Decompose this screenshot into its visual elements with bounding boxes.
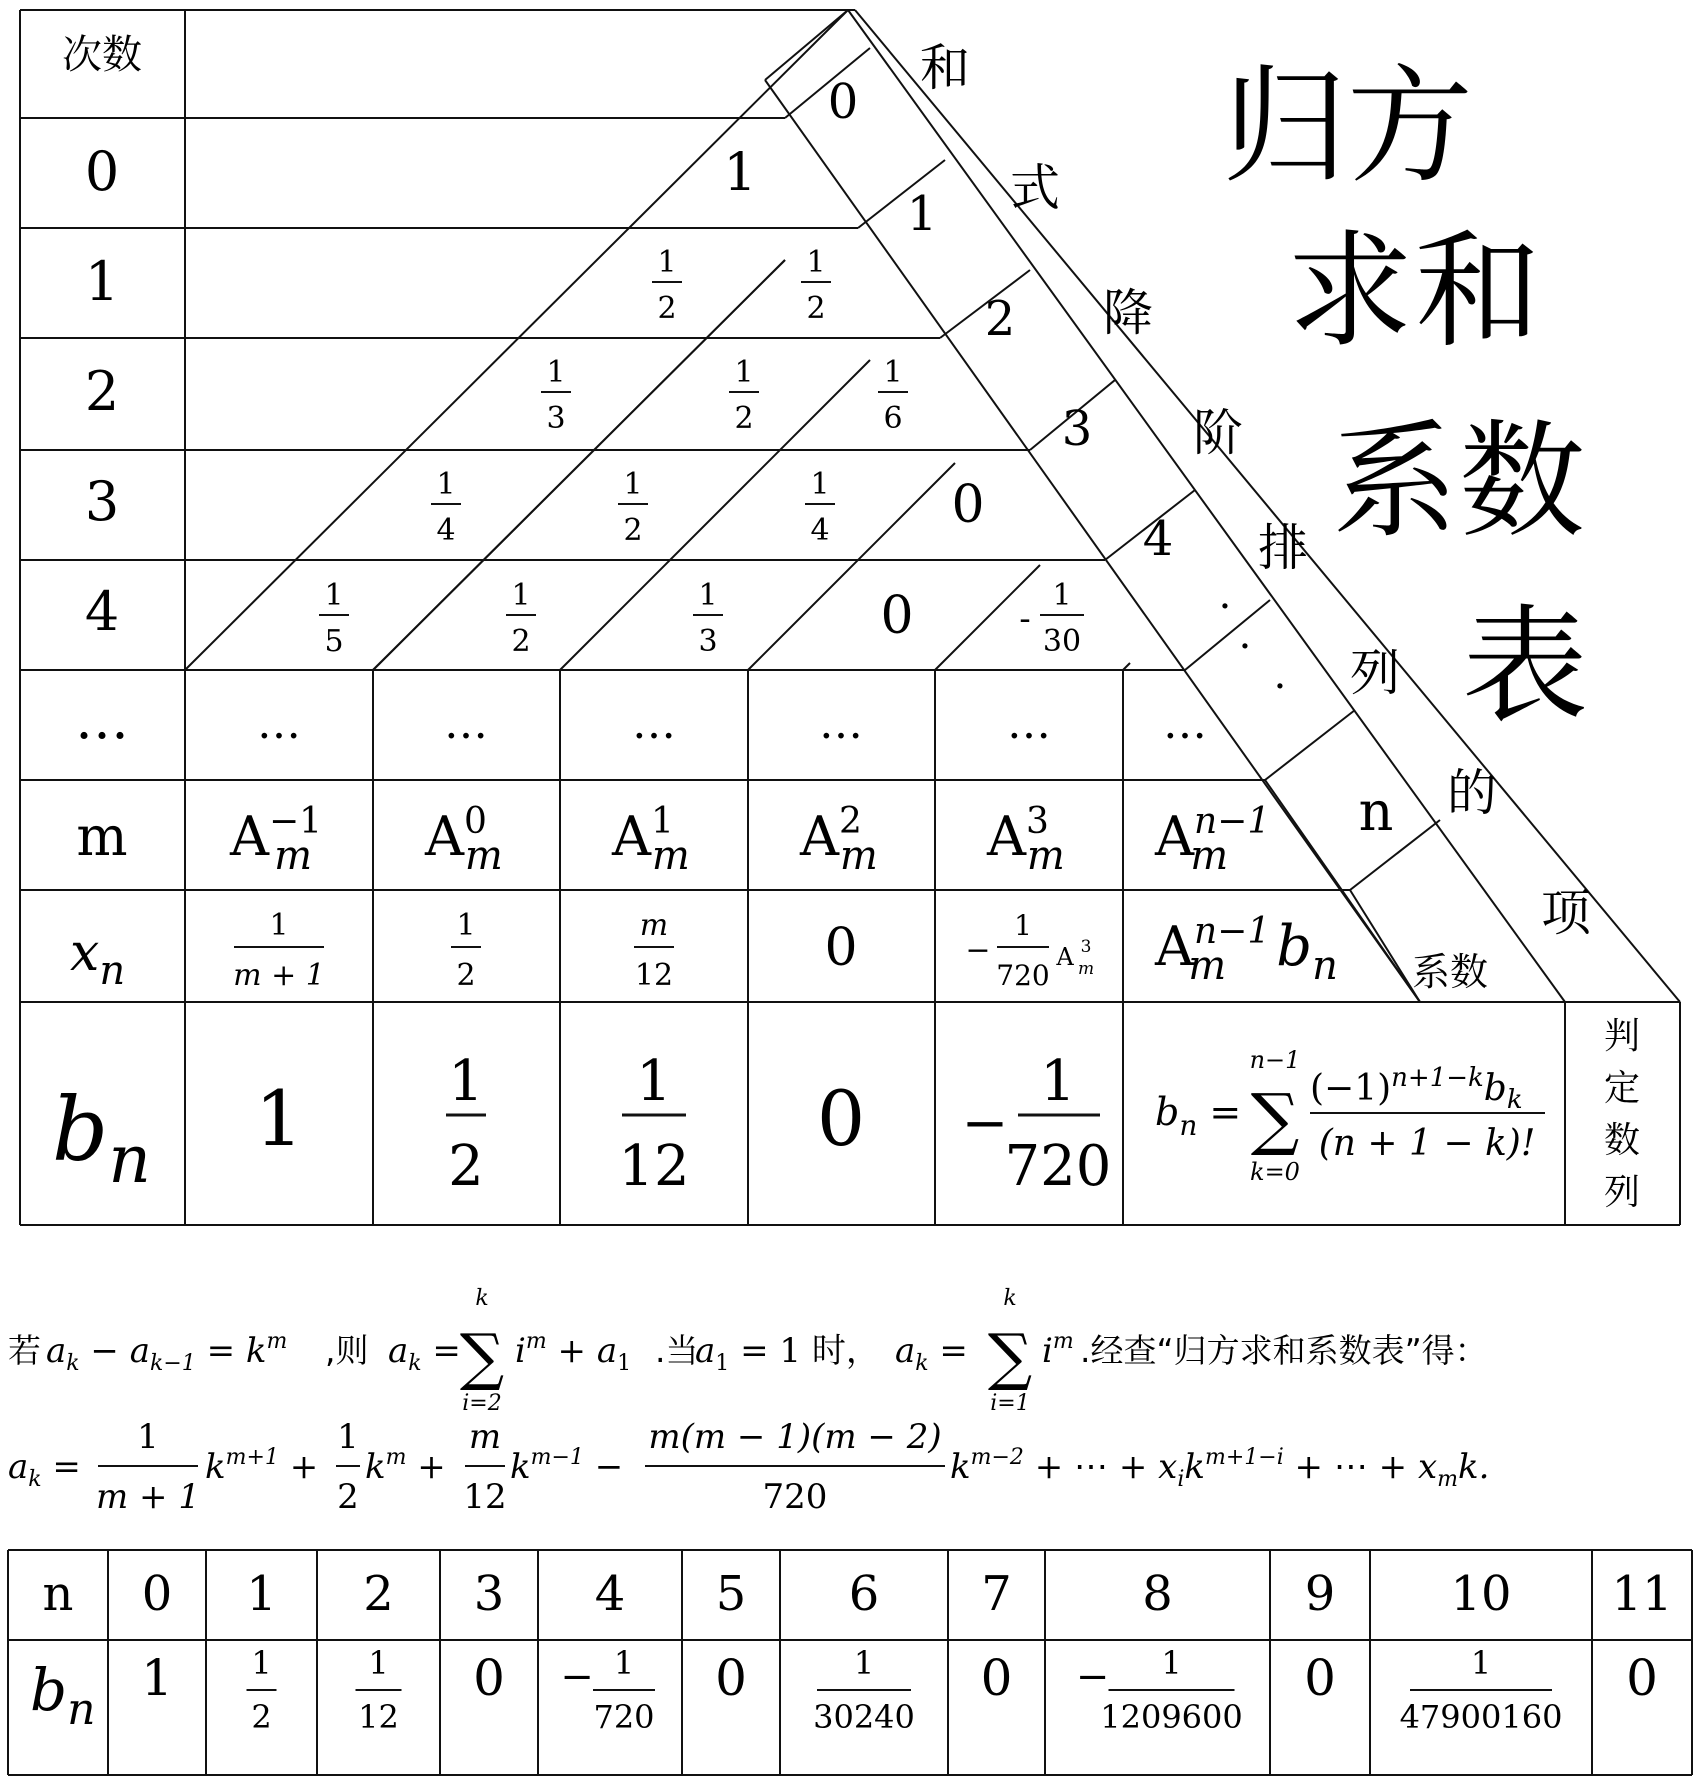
svg-text:4: 4 [436, 513, 456, 548]
b-value-cell [1626, 1649, 1658, 1707]
svg-text:3: 3 [698, 624, 718, 659]
row-label-dots: … [75, 688, 129, 751]
b-value-den: 30240 [813, 1698, 915, 1736]
svg-text:若: 若 [8, 1331, 41, 1370]
tri-3-0 [431, 467, 461, 548]
svg-text:-: - [1019, 599, 1031, 639]
svg-text:1: 1 [734, 355, 754, 390]
svg-text:1: 1 [1014, 909, 1032, 942]
svg-text:720: 720 [762, 1477, 828, 1517]
svg-text:0: 0 [827, 74, 859, 130]
svg-text:720: 720 [1004, 1134, 1112, 1199]
svg-text:.经查“归方求和系数表”得：: .经查“归方求和系数表”得： [1080, 1331, 1488, 1370]
tri-1-1 [801, 245, 831, 326]
b-value-sign: − [560, 1654, 594, 1700]
svg-text:1: 1 [456, 908, 476, 943]
b-value-cell [141, 1649, 173, 1707]
svg-text:1: 1 [1040, 1049, 1076, 1114]
b-value-cell [813, 1644, 915, 1736]
bn-cell-1: 1 [254, 1074, 304, 1163]
svg-text:项: 项 [1541, 884, 1591, 942]
row-label-4: 4 [84, 580, 120, 643]
b-value-cell [356, 1644, 402, 1736]
svg-text:1: 1 [623, 467, 643, 502]
b-value-int: 0 [1304, 1649, 1336, 1707]
b-value-num: 1 [251, 1644, 272, 1682]
n-value-cell: 5 [715, 1566, 747, 1622]
svg-text:定: 定 [1603, 1068, 1641, 1109]
tri-4-1 [506, 578, 536, 659]
svg-text:…: … [1007, 698, 1051, 749]
row-label-m: m [76, 805, 128, 868]
n-value-cell: 11 [1611, 1566, 1673, 1622]
svg-text:3: 3 [1061, 401, 1093, 457]
b-value-int: 0 [1626, 1649, 1658, 1707]
svg-text:…: … [444, 698, 488, 749]
bn-cell-3 [618, 1049, 689, 1199]
svg-text:bn=: $b_n$ = [1155, 1090, 1242, 1142]
b-value-int: 0 [473, 1649, 505, 1707]
tri-0-0: 1 [723, 143, 757, 203]
svg-text:−: − [961, 1091, 1009, 1156]
n-value-cell: 2 [363, 1566, 394, 1622]
bottom-b-values [141, 1644, 1658, 1736]
svg-text:720: 720 [996, 959, 1050, 992]
bn-cell-4: 0 [816, 1074, 866, 1163]
n-value-cell: 10 [1450, 1566, 1512, 1622]
svg-text:2: 2 [511, 624, 531, 659]
tri-3-3: 0 [951, 475, 985, 535]
svg-text:i=1: i=1 [990, 1391, 1030, 1416]
svg-text:2: 2 [806, 291, 826, 326]
svg-text:1: 1 [436, 467, 456, 502]
tri-4-2 [693, 578, 723, 659]
svg-text:2: 2 [448, 1134, 484, 1199]
b-value-num: 1 [368, 1644, 389, 1682]
svg-text:m: m [639, 908, 669, 943]
b-value-den: 12 [358, 1698, 399, 1736]
svg-text:1: 1 [337, 1417, 359, 1457]
svg-text:km−2 + ⋯ + xikm+1−i + ⋯ + xmk.: $k^{m-2}$ + ⋯ + $x_ik^{m+1-i}$ + ⋯ + $x_mk$. [950, 1445, 1490, 1492]
svg-text:12: 12 [463, 1477, 507, 1517]
svg-text:m: m [468, 1417, 502, 1457]
svg-text:ak =: $a_k$ = [388, 1331, 461, 1376]
svg-text:im + a1: $i^m + a_1$ [515, 1329, 632, 1376]
tri-2-2 [878, 355, 908, 436]
bn-row [255, 1049, 1112, 1199]
svg-text:判: 判 [1603, 1016, 1641, 1057]
b-value-sign: − [1075, 1654, 1110, 1700]
svg-text:k: k [475, 1286, 489, 1311]
b-value-num: 1 [1470, 1644, 1492, 1682]
n-value-cell: 9 [1304, 1566, 1336, 1622]
svg-text:…: … [819, 698, 863, 749]
tri-2-0 [541, 355, 571, 436]
svg-text:1: 1 [546, 355, 566, 390]
table-title [1222, 53, 1588, 740]
bn-label: $b_n$ [52, 1078, 151, 1198]
svg-text:的: 的 [1447, 764, 1497, 822]
svg-text:m(m − 1)(m − 2): m(m − 1)(m − 2) [648, 1417, 942, 1457]
tri-1-0 [652, 245, 682, 326]
n-value-cell: 7 [981, 1566, 1012, 1622]
m-row [229, 801, 1270, 879]
svg-text:2: 2 [657, 291, 677, 326]
tri-3-1 [618, 467, 648, 548]
svg-text:(−1)n+1−kbk: $(-1)^{n+1-k}b_k$ [1310, 1063, 1523, 1115]
svg-text:im: $i^m$ [1042, 1329, 1074, 1371]
sum-sign: ∑ [1250, 1080, 1300, 1159]
svg-text:A: A [1056, 943, 1074, 971]
b-value-den: 47900160 [1399, 1698, 1563, 1736]
bottom-n-values [142, 1566, 1673, 1622]
b-value-cell [247, 1644, 277, 1736]
svg-text:·: · [1273, 664, 1287, 710]
m-cell-3: $A^2$ m [800, 801, 878, 879]
b-value-num: 1 [1161, 1644, 1182, 1682]
svg-text:n−1: n−1 [1249, 1046, 1301, 1074]
svg-text:1: 1 [906, 186, 938, 242]
tri-4-4 [1019, 578, 1084, 659]
xn-cell-5 [965, 909, 1094, 992]
svg-text:1: 1 [810, 467, 830, 502]
svg-text:系: 系 [1332, 408, 1458, 555]
svg-text:4: 4 [1142, 511, 1174, 567]
xn-cell-4: 0 [824, 918, 858, 978]
svg-text:(n + 1 − k)!: (n + 1 − k)! [1318, 1123, 1536, 1164]
svg-text:k=0: k=0 [1250, 1158, 1300, 1186]
svg-text:−: − [965, 933, 991, 968]
bn-formula [1155, 1046, 1545, 1186]
svg-text:ak =: $a_k$ = [8, 1447, 81, 1492]
svg-text:方: 方 [1347, 53, 1473, 200]
b-value-cell [560, 1644, 655, 1736]
svg-text:…: … [257, 698, 301, 749]
equation-line-1 [8, 1286, 1488, 1416]
svg-text:m + 1: m + 1 [233, 958, 325, 993]
tri-4-0 [319, 578, 349, 659]
m-cell-1: $A^0$ m [425, 801, 503, 879]
svg-text:排: 排 [1258, 519, 1308, 577]
n-value-cell: 6 [848, 1566, 880, 1622]
n-value-cell: 8 [1142, 1566, 1173, 1622]
xn-cell-6: $A^{n-1}$ m $b_n$ [1155, 911, 1338, 989]
svg-text:k: k [1003, 1286, 1017, 1311]
equation-line-2 [8, 1417, 1489, 1517]
svg-text:和: 和 [920, 39, 970, 97]
svg-text:2: 2 [456, 958, 476, 993]
svg-text:30: 30 [1042, 624, 1082, 659]
svg-text:1: 1 [324, 578, 344, 613]
svg-text:2: 2 [623, 513, 643, 548]
bottom-n-label: n [42, 1566, 74, 1622]
xn-cell-1 [233, 908, 325, 993]
xn-cell-2 [451, 908, 481, 993]
svg-text:1: 1 [657, 245, 677, 280]
b-value-cell [1400, 1644, 1563, 1736]
tri-4-3: 0 [880, 586, 914, 646]
svg-text:3: 3 [1080, 937, 1092, 957]
svg-text:∑: ∑ [987, 1320, 1033, 1393]
svg-text:n: n [1358, 780, 1394, 843]
svg-text:1: 1 [511, 578, 531, 613]
svg-text:i=2: i=2 [462, 1391, 502, 1416]
svg-text:和: 和 [1415, 218, 1541, 365]
row-label-1: 1 [84, 250, 120, 313]
row-label-3: 3 [84, 470, 120, 533]
svg-text:·: · [1238, 624, 1252, 670]
svg-text:12: 12 [634, 958, 674, 993]
b-value-cell [981, 1649, 1013, 1707]
svg-text:km−1 −: $k^{m-1}$ − [510, 1445, 624, 1487]
n-value-cell: 3 [473, 1566, 505, 1622]
b-value-num: 1 [613, 1644, 635, 1682]
b-value-int: 0 [980, 1649, 1013, 1707]
svg-text:数: 数 [1603, 1120, 1641, 1161]
svg-text:…: … [1163, 698, 1207, 749]
bn-cell-2 [446, 1049, 486, 1199]
b-value-int: 1 [141, 1649, 173, 1707]
row-label-0: 0 [84, 140, 120, 203]
svg-text:2: 2 [734, 401, 754, 436]
coef-label: 系数 [1412, 950, 1489, 994]
m-cell-4: $A^3$ m [987, 801, 1065, 879]
svg-text:2: 2 [984, 291, 1016, 347]
m-cell-0: $A^{-1}$ m [230, 801, 323, 879]
tri-3-2 [805, 467, 835, 548]
xn-label: $x_n$ [70, 923, 126, 994]
svg-text:m: m [1077, 959, 1095, 979]
svg-text:式: 式 [1010, 159, 1060, 217]
svg-text:数: 数 [1459, 408, 1585, 555]
m-cell-5: $A^{n-1}$ m [1155, 801, 1271, 879]
xn-row [233, 908, 1094, 993]
svg-text:1: 1 [1052, 578, 1072, 613]
svg-text:阶: 阶 [1193, 404, 1243, 462]
b-value-cell [715, 1649, 747, 1707]
dots-row [257, 698, 1207, 749]
b-value-den: 720 [593, 1698, 655, 1736]
row-label-2: 2 [84, 360, 120, 423]
svg-text:1: 1 [883, 355, 903, 390]
svg-text:·: · [1218, 584, 1232, 630]
xn-cell-3 [634, 908, 674, 993]
svg-text:1: 1 [698, 578, 718, 613]
svg-text:ak − ak−1 = km: $a_k - a_{k-1} = k^m$ [46, 1329, 288, 1376]
triangle-values [319, 143, 1084, 659]
b-value-den: 1209600 [1100, 1698, 1243, 1736]
svg-text:求: 求 [1287, 218, 1413, 365]
m-cell-2: $A^1$ m [612, 801, 690, 879]
svg-text:1: 1 [137, 1417, 159, 1457]
svg-text:.当: .当 [655, 1331, 699, 1370]
svg-text:a1 = 1 时，: $a_1 = 1$ 时， [695, 1331, 880, 1376]
svg-text:2: 2 [337, 1477, 359, 1517]
bn-cell-5 [962, 1049, 1112, 1199]
svg-text:1: 1 [636, 1049, 672, 1114]
svg-text:12: 12 [618, 1134, 690, 1199]
svg-text:降: 降 [1103, 284, 1153, 342]
b-value-den: 2 [251, 1698, 272, 1736]
n-value-cell: 0 [141, 1566, 173, 1622]
svg-text:5: 5 [324, 624, 344, 659]
svg-text:表: 表 [1462, 593, 1588, 740]
row-labels [75, 140, 129, 868]
svg-text:列: 列 [1603, 1172, 1641, 1213]
svg-text:1: 1 [269, 908, 289, 943]
n-value-cell: 4 [594, 1566, 626, 1622]
svg-text:ak =: $a_k$ = [895, 1331, 968, 1376]
svg-text:,则: ,则 [325, 1331, 369, 1370]
corner-header: 次数 [62, 32, 142, 78]
b-value-cell [1076, 1644, 1243, 1736]
svg-text:4: 4 [810, 513, 830, 548]
b-value-int: 0 [715, 1649, 747, 1707]
b-value-num: 1 [853, 1644, 875, 1682]
b-value-cell [473, 1649, 505, 1707]
bottom-bn-label: $b_n$ [30, 1656, 96, 1735]
svg-text:1: 1 [806, 245, 826, 280]
svg-text:…: … [632, 698, 676, 749]
svg-text:km +: $k^m$ + [365, 1445, 446, 1487]
n-value-cell: 1 [246, 1566, 277, 1622]
svg-text:∑: ∑ [459, 1320, 505, 1393]
tri-2-1 [729, 355, 759, 436]
svg-text:3: 3 [546, 401, 566, 436]
svg-text:1: 1 [448, 1049, 484, 1114]
svg-text:列: 列 [1350, 644, 1400, 702]
side-label [1604, 1016, 1640, 1213]
b-value-cell [1304, 1649, 1336, 1707]
svg-text:归: 归 [1222, 53, 1348, 200]
svg-text:6: 6 [883, 401, 903, 436]
svg-text:km+1 +: $k^{m+1}$ + [205, 1445, 319, 1487]
svg-text:m + 1: m + 1 [96, 1477, 200, 1517]
